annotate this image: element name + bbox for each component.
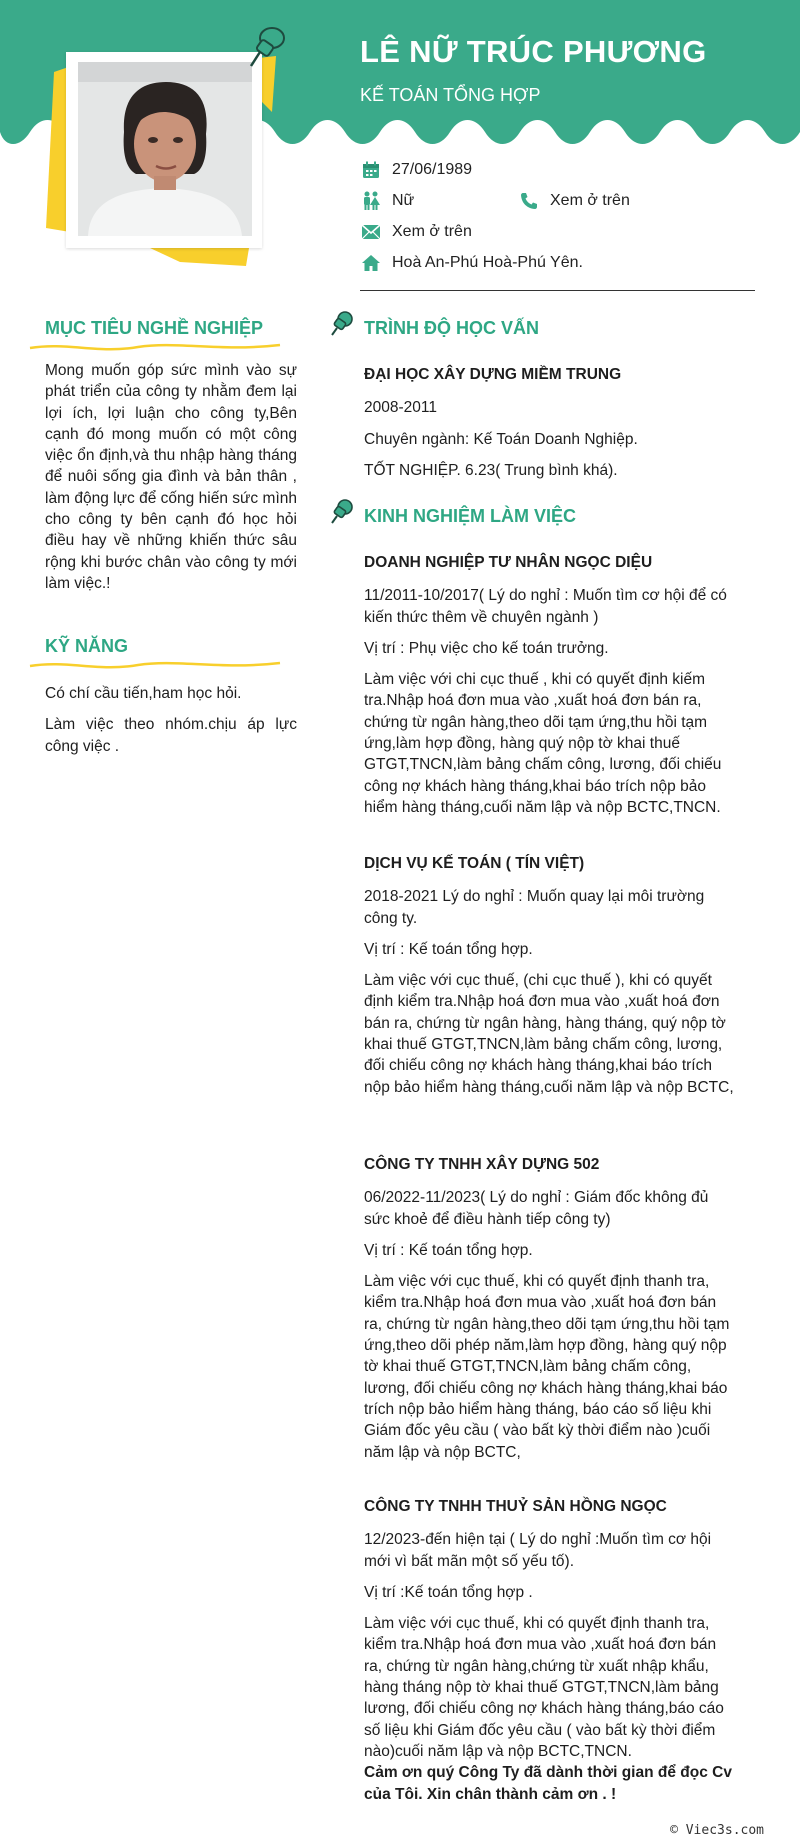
job-entry [364,1154,736,1473]
pin-icon [330,496,356,524]
address-value: Hoà An-Phú Hoà-Phú Yên. [392,254,583,271]
job-entry [364,853,736,1108]
footer-credit: © Viec3s.com [670,1823,764,1838]
job-position: Vị trí : Kế toán tổng hợp. [364,940,533,958]
calendar-icon [360,160,382,180]
gender-icon [360,191,382,211]
education-heading: TRÌNH ĐỘ HỌC VẤN [364,318,539,338]
phone-value: Xem ở trên [550,192,630,209]
pin-icon [248,24,288,70]
job-position: Vị trí : Kế toán tổng hợp. [364,1241,533,1259]
education-result: TỐT NGHIỆP. 6.23( Trung bình khá). [364,461,618,479]
company-name: CÔNG TY TNHH XÂY DỰNG 502 [364,1156,600,1173]
education-major: Chuyên ngành: Kế Toán Doanh Nghiệp. [364,430,638,448]
experience-heading: KINH NGHIỆM LÀM VIỆC [364,506,577,526]
dob-value: 27/06/1989 [392,161,473,178]
gender-value: Nữ [392,192,415,209]
objective-heading: MỤC TIÊU NGHỀ NGHIỆP [45,318,264,338]
skill-item: Làm việc theo nhóm.chịu áp lực công việc . [45,716,297,755]
mail-icon [360,222,382,242]
job-entry [364,1496,736,1815]
email-value: Xem ở trên [392,223,472,240]
squiggle-divider [28,340,283,354]
pin-icon [330,308,356,336]
person-icon [78,62,252,236]
candidate-name: LÊ NỮ TRÚC PHƯƠNG [360,34,707,69]
profile-photo [78,62,252,236]
skill-item: Có chí cầu tiến,ham học hỏi. [45,685,242,702]
info-divider [360,290,755,291]
address-row [360,253,583,273]
school-name: ĐẠI HỌC XÂY DỰNG MIỀM TRUNG [364,366,622,383]
job-description: Làm việc với cục thuế, (chi cục thuế ), khi có quyết định kiểm tra.Nhập hoá đơn mua vào ,xuất hoá đơn bán ra, chứng từ ngân hàng, hàng tháng, quý nộp tờ khai thuế GTGT,TNCN,làm bảng chấm công, lương, đối chiếu công nợ khách hàng tháng,khai báo trích nộp bảo hiểm hàng tháng,cuối năm lập và nộp BCTC, [364,972,734,1096]
phone-row [518,191,630,211]
job-period: 11/2011-10/2017( Lý do nghỉ : Muốn tìm cơ hội để có kiến thức thêm về chuyên ngành ) [364,587,727,626]
skills-heading: KỸ NĂNG [45,636,129,656]
education-block [364,364,736,491]
job-period: 2018-2021 Lý do nghỉ : Muốn quay lại môi trường công ty. [364,888,705,927]
job-position: Vị trí : Phụ việc cho kế toán trưởng. [364,639,609,657]
job-period: 06/2022-11/2023( Lý do nghỉ : Giám đốc không đủ sức khoẻ để điều hành tiếp công ty) [364,1189,709,1228]
job-description: Làm việc với cục thuế, khi có quyết định thanh tra, kiểm tra.Nhập hoá đơn mua vào ,xuất hoá đơn bán ra, chứng từ ngân hàng,chứng từ xuất nhập khẩu, hàng tháng nộp tờ khai thuế GTGT,TNCN,làm bảng lương, đối chiếu công nợ khách hàng tháng,báo cáo số liệu khi Giám đốc yêu cầu ( vào bất kỳ thời điểm nào)cuối năm lập và nộp BCTC,TNCN. [364,1615,724,1760]
objective-text: Mong muốn góp sức mình vào sự phát triển của công ty nhằm đem lại lợi ích, lợi luận cho công ty,Bên cạnh đó mong muốn có một công việc ổn định,và thu nhập hàng tháng để nuôi sống gia đình và bản thân , làm động lực để cống hiến sức mình cho công ty bên cạnh đó học hỏi điều hay về những khiến thức sâu rộng khi bước chân vào công ty mới làm việc.! [45,362,297,592]
job-entry [364,552,736,828]
squiggle-divider [28,658,283,672]
email-row [360,222,472,242]
education-years: 2008-2011 [364,399,437,417]
home-icon [360,253,382,273]
company-name: DOANH NGHIỆP TƯ NHÂN NGỌC DIỆU [364,554,653,571]
company-name: CÔNG TY TNHH THUỶ SẢN HỒNG NGỌC [364,1498,667,1515]
job-description: Làm việc với chi cục thuế , khi có quyết định kiếm tra.Nhập hoá đơn mua vào ,xuất hoá đơn bán ra, chứng từ ngân hàng,theo dõi tạm ứng,thu hồi tạm ứng,làm hợp đồng, hàng quý nộp tờ khai thuế GTGT,TNCN,làm bảng chấm công, lương, đối chiếu công nợ khách hàng tháng,khai báo trích nộp bảo hiểm hàng tháng,cuối năm lập và nộp BCTC,TNCN. [364,671,722,816]
job-title: KẾ TOÁN TỔNG HỢP [360,85,541,105]
job-period: 12/2023-đến hiện tại ( Lý do nghỉ :Muốn tìm cơ hội mới vì bất mãn một số yếu tố). [364,1531,712,1570]
job-position: Vị trí :Kế toán tổng hợp . [364,1583,533,1601]
dob-row [360,160,472,180]
job-description: Làm việc với cục thuế, khi có quyết định thanh tra, kiểm tra.Nhập hoá đơn mua vào ,xuất hoá đơn bán ra, chứng từ ngân hàng,theo dõi tạm ứng,thu hồi tạm ứng,theo dõi phép năm,làm hợp đồng, hàng quý nộp tờ khai thuế GTGT,TNCN,làm bảng chấm công, lương, đối chiếu công nợ khách hàng tháng,khai báo trích nộp bảo hiểm hàng tháng, báo cáo số liệu khi Giám đốc yêu cầu ( vào bất kỳ thời điểm nào )cuối năm lập và nộp BCTC, [364,1273,730,1461]
company-name: DỊCH VỤ KẾ TOÁN ( TÍN VIỆT) [364,855,585,872]
closing-note: Cảm ơn quý Công Ty đã dành thời gian để đọc Cv của Tôi. Xin chân thành cảm ơn . ! [364,1764,732,1803]
skills-list [45,683,297,767]
phone-icon [518,191,540,211]
gender-row [360,191,414,211]
